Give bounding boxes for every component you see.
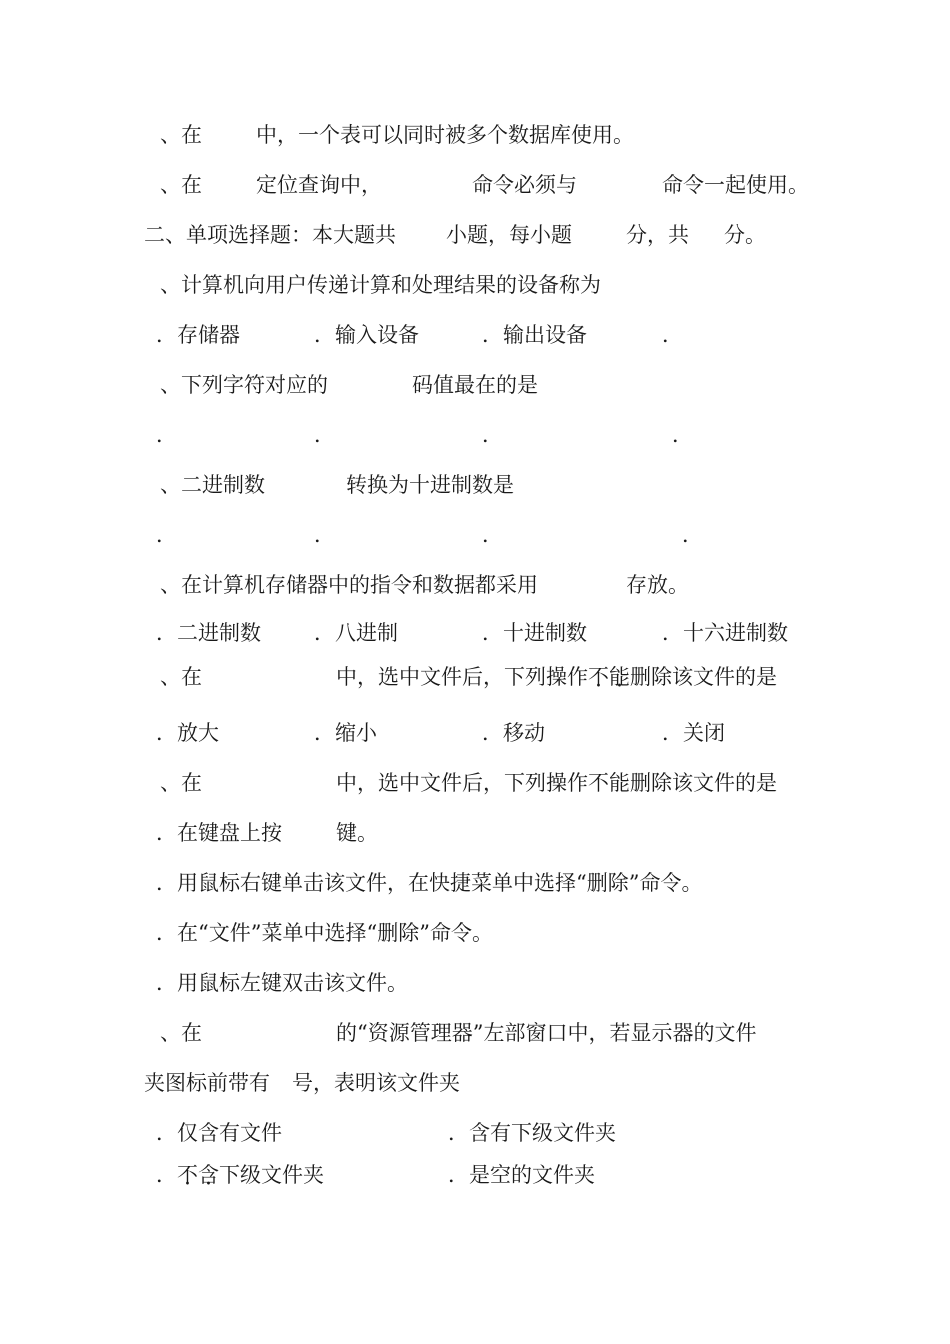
q5-b [336, 664, 777, 690]
q7-a: 、在 [160, 1021, 202, 1045]
q3-option-d: ． [682, 523, 703, 547]
q6-option-a2: 键。 [336, 821, 378, 845]
q7-option-d: ．是空的文件夹 [448, 1163, 595, 1187]
q1-option-b: ．输入设备 [314, 323, 419, 347]
q6-option-c: ．在“文件”菜单中选择“删除”命令。 [156, 921, 493, 945]
q4-option-b: ．八进制 [314, 621, 398, 645]
q7-option-c-rest: 下级文件夹 [219, 1163, 324, 1187]
section-2-d: 分。 [724, 223, 766, 247]
q2-b: 码值最在的是 [412, 373, 538, 397]
l1-b: 中，一个表可以同时被多个数据库使用。 [256, 123, 634, 147]
q7-option-b: ．含有下级文件夹 [448, 1121, 616, 1145]
q3-b: 转换为十进制数是 [346, 473, 514, 497]
q7-emphasis-1: 不 [177, 1163, 198, 1187]
q3-option-c: ． [482, 523, 503, 547]
q3-option-b: ． [314, 523, 335, 547]
q7-option-c [156, 1162, 324, 1188]
q5-a: 、在 [160, 665, 202, 689]
section-2-b: 小题，每小题 [446, 223, 572, 247]
q5-option-a: ．放大 [156, 721, 219, 745]
l2-a: 、在 [160, 173, 202, 197]
q6-option-a1: ．在键盘上按 [156, 821, 282, 845]
l2-d: 命令一起使用。 [662, 173, 809, 197]
q6-a: 、在 [160, 771, 202, 795]
q2-option-a: ． [156, 423, 177, 447]
q2-a: 、下列字符对应的 [160, 373, 328, 397]
q3-a: 、二进制数 [160, 473, 265, 497]
q1-option-a: ．存储器 [156, 323, 240, 347]
q5-option-d: ．关闭 [662, 721, 725, 745]
q6-option-b: ．用鼠标右键单击该文件，在快捷菜单中选择“删除”命令。 [156, 871, 703, 895]
q6-b: 中，选中文件后，下列操作不能删除该文件的是 [336, 771, 777, 795]
q5-emphasis-2: 能 [609, 665, 630, 689]
q2-option-d: ． [672, 423, 693, 447]
q7-c1: 夹图标前带有 [144, 1071, 270, 1095]
q4-option-a: ．二进制数 [156, 621, 261, 645]
section-2-c: 分，共 [626, 223, 689, 247]
q5-option-c: ．移动 [482, 721, 545, 745]
q3-option-a: ． [156, 523, 177, 547]
q1-stem: 、计算机向用户传递计算和处理结果的设备称为 [160, 273, 601, 297]
q5-b2: 删除该文件的是 [630, 665, 777, 689]
l2-c: 命令必须与 [472, 173, 577, 197]
q4-option-c: ．十进制数 [482, 621, 587, 645]
q4-a: 、在计算机存储器中的指令和数据都采用 [160, 573, 538, 597]
q4-option-d: ．十六进制数 [662, 621, 788, 645]
q7-b: 的“资源管理器”左部窗口中，若显示器的文件 [336, 1021, 757, 1045]
l1-a: 、在 [160, 123, 202, 147]
q7-option-a: ．仅含有文件 [156, 1121, 282, 1145]
q7-emphasis-2: 含 [198, 1163, 219, 1187]
q7-c2: 号，表明该文件夹 [292, 1071, 460, 1095]
q1-option-d: ． [662, 323, 683, 347]
q6-option-d: ．用鼠标左键双击该文件。 [156, 971, 408, 995]
q2-option-c: ． [482, 423, 503, 447]
q1-option-c: ．输出设备 [482, 323, 587, 347]
q7-option-c-dot: ． [156, 1163, 177, 1187]
l2-b: 定位查询中， [256, 173, 382, 197]
q2-option-b: ． [314, 423, 335, 447]
q5-emphasis-1: 不 [588, 665, 609, 689]
q5-option-b: ．缩小 [314, 721, 377, 745]
q5-b1: 中，选中文件后，下列操作 [336, 665, 588, 689]
q4-b: 存放。 [626, 573, 689, 597]
section-2-title: 二、单项选择题：本大题共 [144, 223, 396, 247]
